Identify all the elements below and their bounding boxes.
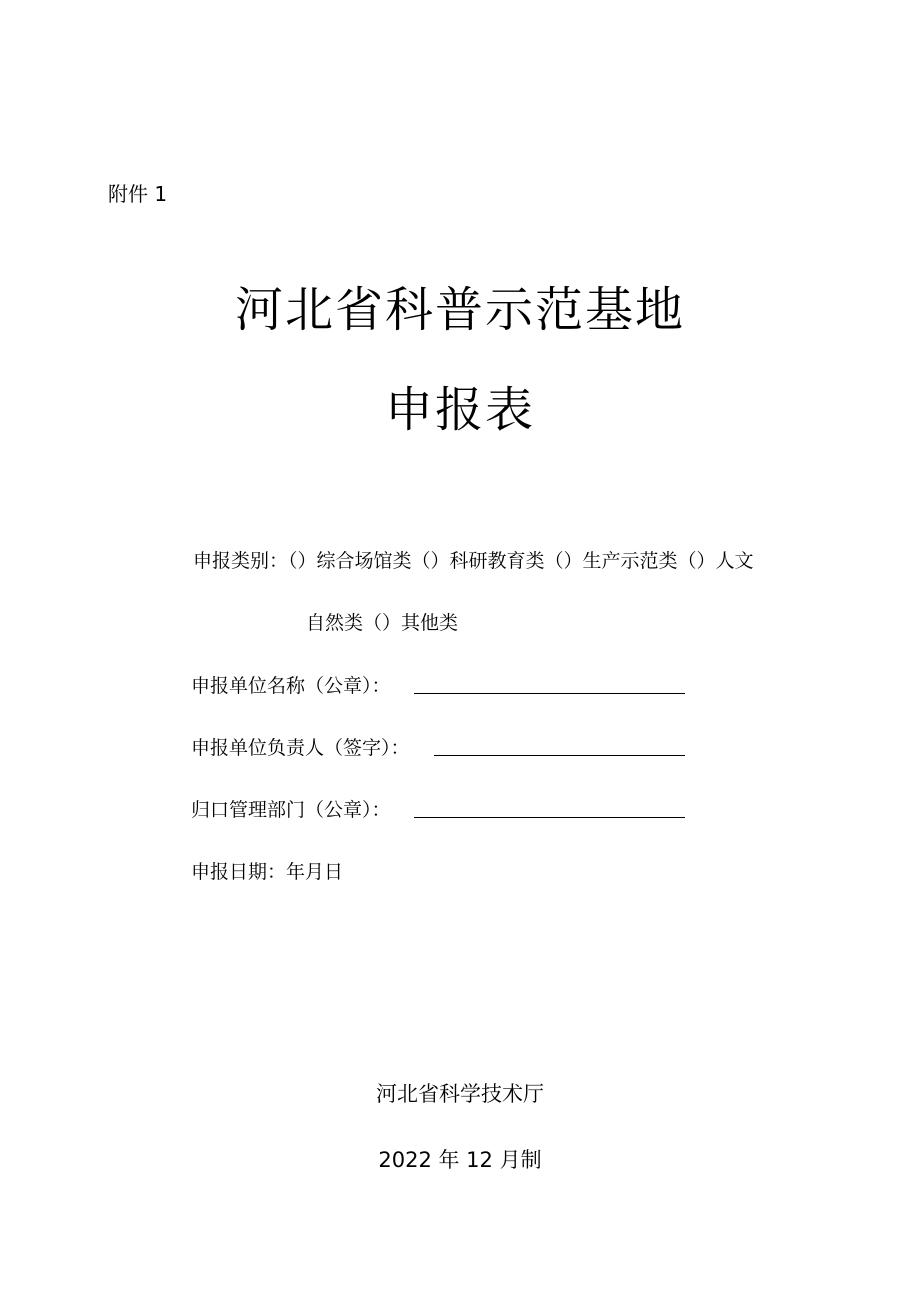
category-options-line-1: 申报类别：（）综合场馆类（）科研教育类（）生产示范类（）人文 [193, 550, 754, 572]
document-subtitle: 申报表 [384, 382, 535, 438]
management-dept-label: 归口管理部门（公章）： [191, 799, 391, 821]
unit-head-label: 申报单位负责人（签字）： [191, 737, 410, 759]
attachment-label: 附件 1 [108, 182, 168, 206]
category-options-line-2: 自然类（）其他类 [306, 612, 459, 634]
unit-name-fill-line [414, 693, 685, 694]
unit-head-fill-line [434, 755, 685, 756]
document-title: 河北省科普示范基地 [234, 282, 685, 338]
report-date-label: 申报日期：年月日 [191, 861, 344, 883]
management-dept-fill-line [414, 817, 685, 818]
made-date: 2022 年 12 月制 [378, 1148, 542, 1172]
unit-name-label: 申报单位名称（公章）： [191, 675, 391, 697]
issuer-name: 河北省科学技术厅 [376, 1082, 544, 1106]
